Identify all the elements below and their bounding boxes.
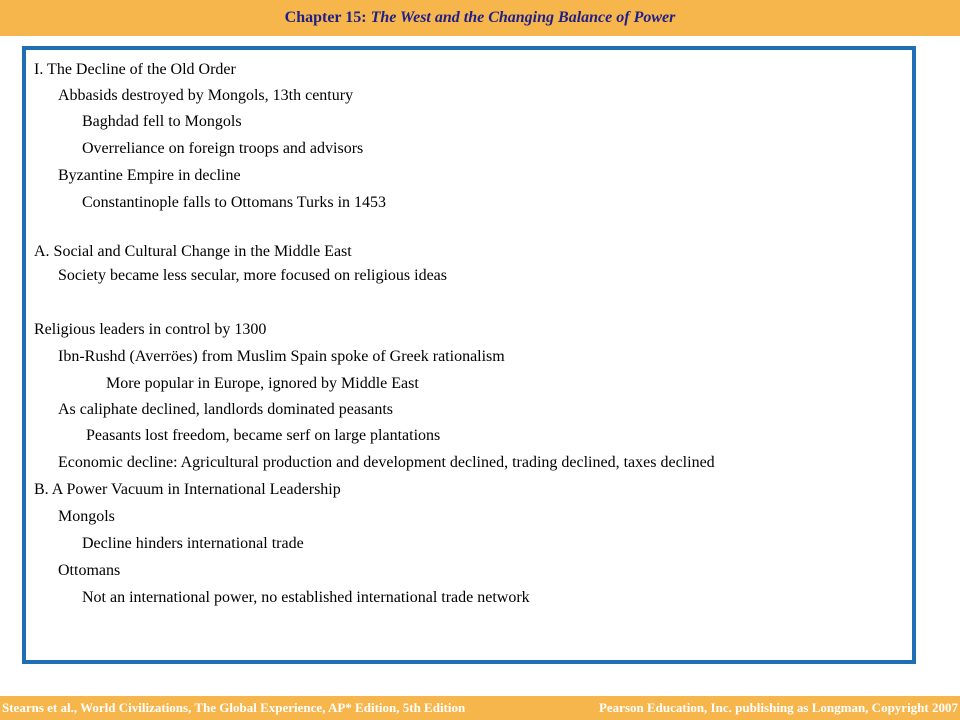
footer-publisher: Pearson Education, Inc. publishing as Longman, Copyright 2007 <box>598 700 958 715</box>
outline-line: As caliphate declined, landlords dominated peasants <box>58 401 394 418</box>
outline-line: Abbasids destroyed by Mongols, 13th century <box>58 87 354 104</box>
outline-line: Not an international power, no established international trade network <box>82 589 530 606</box>
outline-line: Overreliance on foreign troops and advisors <box>82 140 364 157</box>
slide-header <box>0 0 960 36</box>
outline-line: Ottomans <box>58 562 121 579</box>
outline-line: Peasants lost freedom, became serf on large plantations <box>86 427 441 444</box>
footer-citation: Stearns et al., World Civilizations, The Global Experience, AP* Edition, 5th Edition <box>2 700 466 715</box>
outline-line: Baghdad fell to Mongols <box>82 113 242 130</box>
outline-line: More popular in Europe, ignored by Middle East <box>106 375 419 392</box>
outline-line: I. The Decline of the Old Order <box>34 61 236 78</box>
outline-line: Constantinople falls to Ottomans Turks in 1453 <box>82 194 387 211</box>
outline-line: Decline hinders international trade <box>82 535 304 552</box>
outline-line: Ibn-Rushd (Averröes) from Muslim Spain spoke of Greek rationalism <box>58 348 505 365</box>
chapter-title: The West and the Changing Balance of Power <box>370 9 676 26</box>
outline-line: Religious leaders in control by 1300 <box>34 321 267 338</box>
outline-line: Mongols <box>58 508 115 525</box>
outline-line: Economic decline: Agricultural production and development declined, trading declined, taxes declined <box>58 454 715 471</box>
content-box <box>22 46 916 664</box>
outline-line: B. A Power Vacuum in International Leadership <box>34 481 341 498</box>
outline-line: Byzantine Empire in decline <box>58 167 241 184</box>
slide-footer <box>0 696 960 720</box>
chapter-label: Chapter 15: <box>284 9 367 26</box>
outline-line: Society became less secular, more focused on religious ideas <box>58 267 448 284</box>
outline-line: A. Social and Cultural Change in the Middle East <box>34 243 352 260</box>
